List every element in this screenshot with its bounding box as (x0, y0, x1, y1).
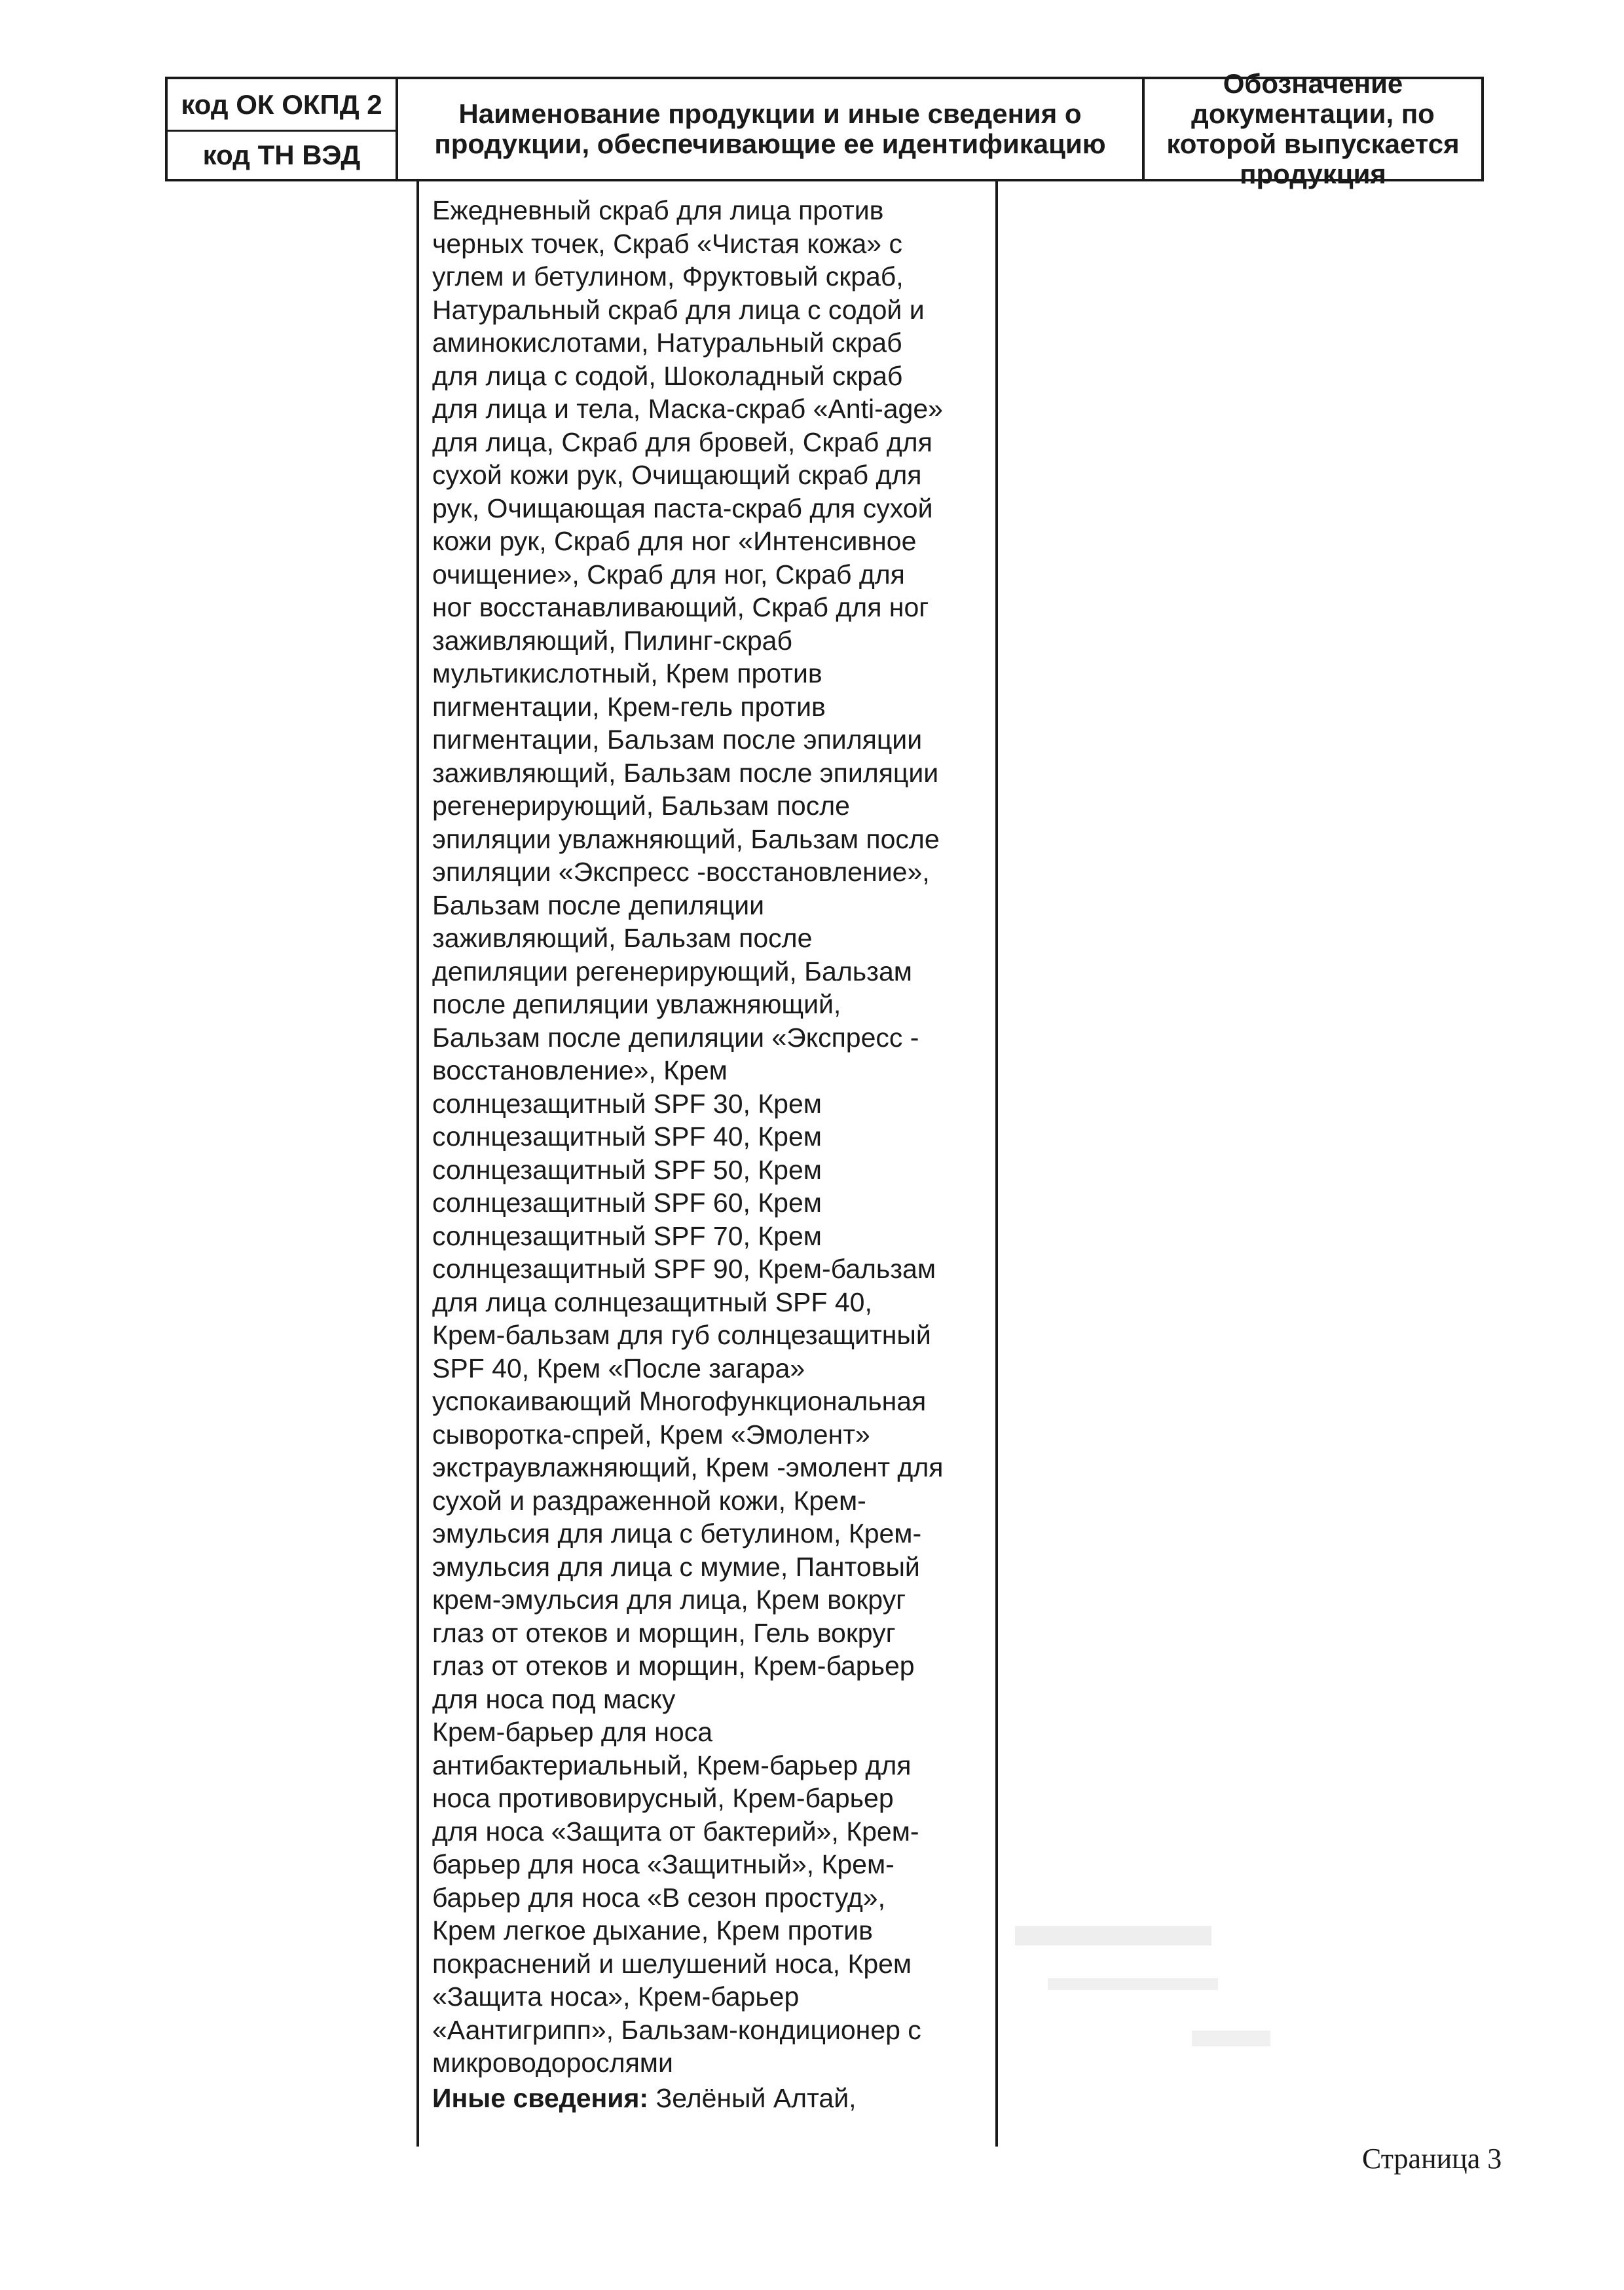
header-product-name: Наименование продукции и иные сведения о продукции, обеспечивающие ее идентификацию (398, 79, 1145, 179)
other-info-line (432, 2082, 995, 2114)
header-okpd-code: код ОК ОКПД 2 (168, 79, 398, 132)
header-documentation: Обозначение документации, по которой выпускается продукция (1166, 68, 1460, 189)
faint-stamp-trace (1008, 1900, 1336, 2070)
product-list-text: Ежедневный скраб для лица против черных точек, Скраб «Чистая кожа» с углем и бетулином, Фруктовый скраб, Натуральный скраб для лица с содой и аминокислотами, Натуральный скраб для лица с содой, Шоколадный скраб для лица и тела, Маска-скраб «Anti-age» для лица, Скраб для бровей, Скраб для сухой кожи рук, Очищающий скраб для рук, Очищающая паста-скраб для сухой кожи рук, Скраб для ног «Интенсивное очищение», Скраб для ног, Скраб для ног восстанавливающий, Скраб для ног заживляющий, Пилинг-скраб мультикислотный, Крем против пигментации, Крем-гель против пигментации, Бальзам после эпиляции заживляющий, Бальзам после эпиляции регенерирующий, Бальзам после эпиляции увлажняющий, Бальзам после эпиляции «Экспресс -восстановление», Бальзам после депиляции заживляющий, Бальзам после депиляции регенерирующий, Бальзам после депиляции увлажняющий, Бальзам после депиляции «Экспресс - восстановление», Крем солнцезащитный SPF 30, Крем солнцезащитный SPF 40, Крем солнцезащитный SPF 50, Крем солнцезащитный SPF 60, Крем солнцезащитный SPF 70, Крем солнцезащитный SPF 90, Крем-бальзам для лица солнцезащитный SPF 40, Крем-бальзам для губ солнцезащитный SPF 40, Крем «После загара» успокаивающий Многофункциональная сыворотка-спрей, Крем «Эмолент» экстраувлажняющий, Крем -эмолент для сухой и раздраженной кожи, Крем- эмульсия для лица с бетулином, Крем- эмульсия для лица с мумие, Пантовый крем-эмульсия для лица, Крем вокруг глаз от отеков и морщин, Гель вокруг глаз от отеков и морщин, Крем-барьер для носа под маску Крем-барьер для носа антибактериальный, Крем-барьер для носа противовирусный, Крем-барьер для носа «Защита от бактерий», Крем- барьер для носа «Защитный», Крем- барьер для носа «В сезон простуд», Крем легкое дыхание, Крем против покраснений и шелушений носа, Крем «Защита носа», Крем-барьер «Аантигрипп», Бальзам-кондиционер с микроводорослями (432, 195, 944, 2078)
other-info-label: Иные сведения: (432, 2083, 649, 2113)
table-header (165, 68, 1484, 189)
header-tnved-code: код ТН ВЭД (168, 132, 398, 179)
other-info-value: Зелёный Алтай, (648, 2083, 857, 2113)
page-number: Страница 3 (1362, 2143, 1502, 2175)
column-divider-right (995, 181, 998, 2147)
